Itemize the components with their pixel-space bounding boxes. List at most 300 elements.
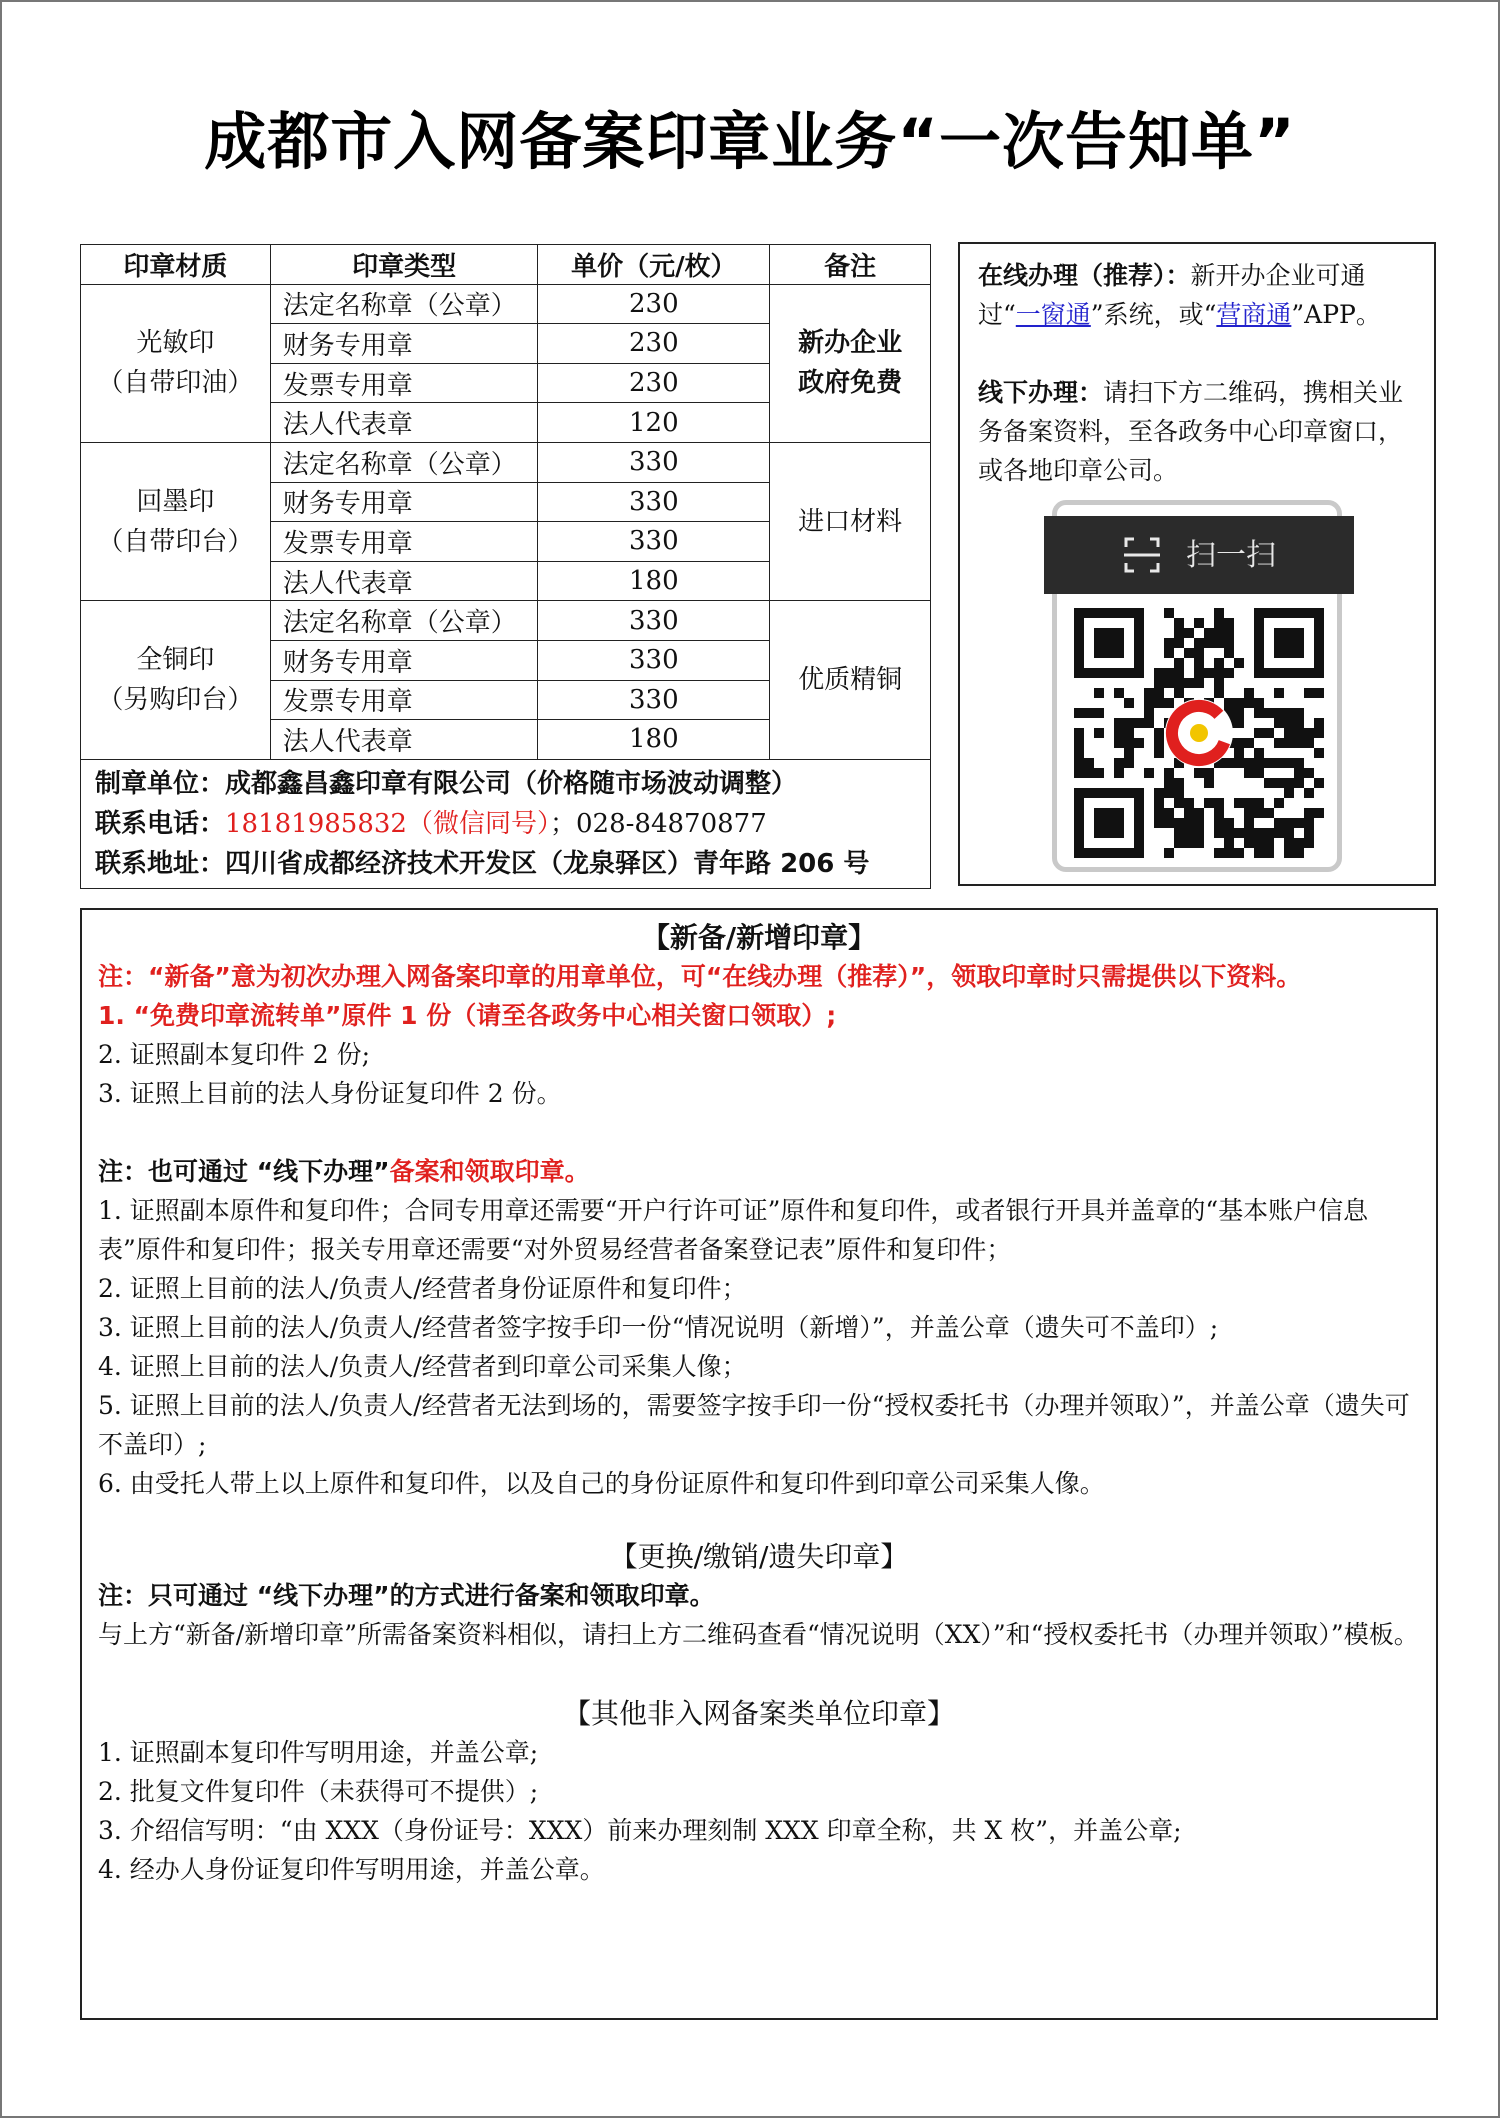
qr-module: [1094, 688, 1104, 698]
qr-module: [1304, 688, 1314, 698]
list-item: 1. 证照副本原件和复印件；合同专用章还需要“开户行许可证”原件和复印件，或者银行开具并盖章的“基本账户信息表”原件和复印件；报关专用章还需要“对外贸易经营者备案登记表”原件和复印件；: [98, 1196, 1369, 1264]
qr-module: [1184, 798, 1194, 808]
header-note: 备注: [770, 245, 931, 285]
scan-label: 扫一扫: [1186, 537, 1276, 573]
qr-module: [1204, 798, 1214, 808]
qr-module: [1294, 838, 1304, 848]
type-cell: 法定名称章（公章）: [270, 601, 538, 641]
list-item: 2. 证照上目前的法人/负责人/经营者身份证原件和复印件；: [98, 1274, 747, 1303]
qr-module: [1224, 838, 1234, 848]
qr-module: [1254, 758, 1264, 768]
qr-module: [1164, 788, 1174, 798]
qr-module: [1154, 748, 1164, 758]
note-line: 政府免费: [798, 368, 903, 399]
qr-module: [1164, 678, 1174, 688]
qr-module: [1304, 838, 1314, 848]
qr-module: [1274, 718, 1284, 728]
offline-text: 请扫下方二维码，携相关业务备案资料，至各政务中心印章窗口，或各地印章公司。: [978, 378, 1404, 485]
qr-module: [1194, 768, 1204, 778]
qr-module: [1114, 758, 1124, 768]
qr-module: [1314, 778, 1324, 788]
qr-module: [1214, 808, 1224, 818]
qr-module: [1224, 698, 1234, 708]
qr-module: [1244, 738, 1254, 748]
qr-module: [1244, 768, 1254, 778]
qr-module: [1094, 768, 1104, 778]
qr-module: [1124, 748, 1134, 758]
qr-module: [1154, 728, 1164, 738]
address-line: [95, 844, 916, 884]
qr-module: [1254, 838, 1264, 848]
price-cell: 330: [538, 640, 770, 680]
qr-module: [1194, 618, 1204, 628]
replace-text: 与上方“新备/新增印章”所需备案资料相似，请扫上方二维码查看“情况说明（XX）”和“授权委托书（办理并领取）”模板。: [98, 1620, 1419, 1649]
section-heading-new: 【新备/新增印章】: [641, 921, 877, 954]
list-item: 3. 介绍信写明：“由 XXX（身份证号：XXX）前来办理刻制 XXX 印章全称，共 X 枚”，并盖公章;: [98, 1816, 1182, 1845]
qr-module: [1224, 758, 1234, 768]
qr-module: [1074, 758, 1084, 768]
qr-module: [1234, 698, 1244, 708]
qr-logo-center: [1190, 724, 1208, 742]
qr-module: [1214, 638, 1224, 648]
qr-module: [1084, 758, 1094, 768]
qr-module: [1244, 808, 1254, 818]
qr-module: [1164, 608, 1174, 618]
qr-module: [1094, 708, 1104, 718]
qr-module: [1224, 668, 1234, 678]
type-cell: 发票专用章: [270, 363, 538, 403]
type-cell: 法人代表章: [270, 403, 538, 443]
qr-module: [1174, 818, 1184, 828]
price-cell: 180: [538, 720, 770, 760]
qr-module: [1274, 818, 1284, 828]
type-cell: 财务专用章: [270, 324, 538, 364]
qr-module: [1204, 638, 1214, 648]
qr-module: [1154, 738, 1164, 748]
qr-module: [1174, 688, 1184, 698]
qr-module: [1304, 808, 1314, 818]
qr-module: [1084, 708, 1094, 718]
qr-module: [1184, 648, 1194, 658]
qr-module: [1124, 728, 1134, 738]
scan-bar: [1044, 516, 1354, 594]
table-row: [81, 601, 931, 641]
qr-module: [1114, 688, 1124, 698]
qr-module: [1184, 828, 1194, 838]
type-cell: 发票专用章: [270, 522, 538, 562]
qr-module: [1164, 668, 1174, 678]
qr-module: [1234, 748, 1244, 758]
type-cell: 发票专用章: [270, 680, 538, 720]
qr-module: [1294, 728, 1304, 738]
yingshangtong-link[interactable]: 营商通: [1216, 300, 1292, 329]
qr-module: [1224, 618, 1234, 628]
material-sub: （自带印油）: [97, 368, 254, 399]
phone-label: 联系电话：: [95, 808, 226, 839]
qr-module: [1294, 708, 1304, 718]
qr-module: [1284, 828, 1294, 838]
qr-module: [1184, 818, 1194, 828]
qr-module: [1184, 678, 1194, 688]
qr-module: [1284, 778, 1294, 788]
qr-module: [1164, 698, 1174, 708]
list-item: 6. 由受托人带上以上原件和复印件，以及自己的身份证原件和复印件到印章公司采集人像。: [98, 1469, 1105, 1498]
contact-info-row: [81, 759, 931, 888]
qr-module: [1154, 698, 1164, 708]
type-cell: 财务专用章: [270, 482, 538, 522]
material-name: 光敏印: [136, 328, 215, 359]
qr-module: [1304, 788, 1314, 798]
qr-module: [1174, 658, 1184, 668]
qr-module: [1194, 658, 1204, 668]
material-sub: （自带印台）: [97, 526, 254, 557]
price-cell: 330: [538, 442, 770, 482]
qr-module: [1174, 798, 1184, 808]
table-header-row: [81, 245, 931, 285]
requirements-box: [80, 908, 1438, 2020]
qr-module: [1304, 728, 1314, 738]
qr-module: [1204, 668, 1214, 678]
list-item: 3. 证照上目前的法人/负责人/经营者签字按手印一份“情况说明（新增）”，并盖公章（遗失可不盖印）;: [98, 1313, 1219, 1342]
qr-module: [1284, 738, 1294, 748]
qr-module: [1154, 798, 1164, 808]
maker-label: 制章单位：: [95, 768, 226, 799]
qr-module: [1264, 828, 1274, 838]
type-cell: 法定名称章（公章）: [270, 284, 538, 324]
type-cell: 法定名称章（公章）: [270, 442, 538, 482]
material-name: 全铜印: [136, 645, 215, 676]
qr-module: [1234, 658, 1244, 668]
qr-module: [1294, 768, 1304, 778]
qr-module: [1114, 768, 1124, 778]
qr-finder: [1094, 808, 1124, 838]
qr-module: [1294, 758, 1304, 768]
qr-module: [1154, 678, 1164, 688]
qr-module: [1284, 818, 1294, 828]
qr-module: [1214, 828, 1224, 838]
maker-value: 成都鑫昌鑫印章有限公司（价格随市场波动调整）: [225, 768, 798, 799]
qr-module: [1164, 808, 1174, 818]
qr-module: [1114, 718, 1124, 728]
qr-module: [1074, 728, 1084, 738]
price-cell: 330: [538, 482, 770, 522]
list-item: 4. 证照上目前的法人/负责人/经营者到印章公司采集人像；: [98, 1352, 747, 1381]
qr-module: [1224, 818, 1234, 828]
qr-finder: [1094, 628, 1124, 658]
qr-module: [1254, 808, 1264, 818]
section-heading-replace: 【更换/缴销/遗失印章】: [609, 1540, 909, 1573]
type-cell: 法人代表章: [270, 561, 538, 601]
list-item: 1. “免费印章流转单”原件 1 份（请至各政务中心相关窗口领取）;: [98, 1001, 837, 1030]
qr-module: [1234, 798, 1244, 808]
qr-module: [1274, 798, 1284, 808]
list-item: 1. 证照副本复印件写明用途，并盖公章;: [98, 1738, 539, 1767]
qr-module: [1124, 738, 1134, 748]
qr-module: [1264, 848, 1274, 858]
qr-module: [1074, 748, 1084, 758]
qr-module: [1314, 718, 1324, 728]
note-cell: 进口材料: [770, 442, 931, 600]
replace-note: 注：只可通过 “线下办理”的方式进行备案和领取印章。: [98, 1581, 715, 1610]
qr-module: [1244, 838, 1254, 848]
qr-module: [1154, 818, 1164, 828]
qr-code[interactable]: [1074, 608, 1324, 858]
qr-module: [1294, 818, 1304, 828]
qr-module: [1124, 698, 1134, 708]
qr-module: [1194, 838, 1204, 848]
qr-module: [1174, 628, 1184, 638]
qr-module: [1174, 788, 1184, 798]
qr-module: [1184, 838, 1194, 848]
header-type: 印章类型: [270, 245, 538, 285]
scan-icon: [1122, 535, 1162, 575]
qr-module: [1164, 778, 1174, 788]
qr-module: [1244, 818, 1254, 828]
qr-module: [1264, 838, 1274, 848]
qr-module: [1224, 848, 1234, 858]
qr-module: [1284, 788, 1294, 798]
table-row: [81, 442, 931, 482]
qr-module: [1204, 768, 1214, 778]
material-cell: [81, 601, 271, 759]
qr-module: [1164, 848, 1174, 858]
price-cell: 230: [538, 284, 770, 324]
qr-module: [1214, 618, 1224, 628]
material-cell: [81, 442, 271, 600]
qr-module: [1234, 708, 1244, 718]
qr-module: [1254, 728, 1264, 738]
qr-module: [1254, 848, 1264, 858]
price-cell: 330: [538, 522, 770, 562]
offline-paragraph: [978, 373, 1416, 490]
address-value: 四川省成都经济技术开发区（龙泉驿区）青年路 206 号: [225, 848, 870, 879]
qr-module: [1214, 818, 1224, 828]
qr-module: [1154, 788, 1164, 798]
qr-module: [1274, 778, 1284, 788]
qr-module: [1224, 828, 1234, 838]
qr-module: [1274, 688, 1284, 698]
offline-label: 线下办理：: [978, 378, 1104, 407]
online-text: ”APP。: [1291, 300, 1381, 329]
online-label: 在线办理（推荐）：: [978, 261, 1191, 290]
table-row: [81, 284, 931, 324]
qr-module: [1284, 708, 1294, 718]
qr-module: [1074, 768, 1084, 778]
qr-module: [1264, 708, 1274, 718]
qr-module: [1244, 698, 1254, 708]
qr-module: [1194, 648, 1204, 658]
list-item: 5. 证照上目前的法人/负责人/经营者无法到场的，需要签字按手印一份“授权委托书（办理并领取）”，并盖公章（遗失可不盖印）;: [98, 1391, 1410, 1459]
qr-module: [1214, 658, 1224, 668]
qr-module: [1294, 738, 1304, 748]
qr-module: [1264, 808, 1274, 818]
price-cell: 230: [538, 324, 770, 364]
qr-module: [1274, 708, 1284, 718]
qr-module: [1304, 828, 1314, 838]
qr-module: [1084, 768, 1094, 778]
offline-note-red: 备案和领取印章。: [389, 1157, 590, 1186]
qr-module: [1264, 728, 1274, 738]
list-item: 4. 经办人身份证复印件写明用途，并盖公章。: [98, 1855, 605, 1884]
address-label: 联系地址：: [95, 848, 226, 879]
qr-module: [1214, 848, 1224, 858]
qr-module: [1274, 758, 1284, 768]
new-note: 注：“新备”意为初次办理入网备案印章的用章单位，可“在线办理（推荐）”，领取印章时只需提供以下资料。: [98, 962, 1302, 991]
qr-module: [1294, 778, 1304, 788]
list-item: 2. 批复文件复印件（未获得可不提供）;: [98, 1777, 539, 1806]
qr-module: [1254, 708, 1264, 718]
qr-module: [1144, 718, 1154, 728]
price-cell: 230: [538, 363, 770, 403]
price-cell: 330: [538, 680, 770, 720]
list-item: 2. 证照副本复印件 2 份;: [98, 1040, 371, 1069]
qr-module: [1154, 688, 1164, 698]
qr-module: [1154, 808, 1164, 818]
qr-module: [1254, 748, 1264, 758]
material-cell: [81, 284, 271, 442]
qr-module: [1154, 668, 1164, 678]
qr-module: [1094, 728, 1104, 738]
qr-module: [1214, 628, 1224, 638]
qr-module: [1194, 808, 1204, 818]
qr-module: [1284, 838, 1294, 848]
qr-module: [1254, 768, 1264, 778]
qr-module: [1214, 668, 1224, 678]
list-item: 3. 证照上目前的法人身份证复印件 2 份。: [98, 1079, 562, 1108]
qr-module: [1214, 608, 1224, 618]
qr-module: [1214, 688, 1224, 698]
qr-module: [1174, 668, 1184, 678]
qr-module: [1304, 768, 1314, 778]
qr-module: [1164, 768, 1174, 778]
price-cell: 180: [538, 561, 770, 601]
header-price: 单价（元/枚）: [538, 245, 770, 285]
qr-module: [1314, 728, 1324, 738]
qr-module: [1284, 718, 1294, 728]
note-cell: [770, 284, 931, 442]
qr-module: [1234, 758, 1244, 768]
qr-module: [1164, 638, 1174, 648]
price-cell: 330: [538, 601, 770, 641]
qr-module: [1254, 798, 1264, 808]
qr-module: [1124, 758, 1134, 768]
qr-module: [1314, 808, 1324, 818]
type-cell: 法人代表章: [270, 720, 538, 760]
qr-module: [1294, 718, 1304, 728]
qr-finder: [1274, 628, 1304, 658]
offline-note: [98, 1152, 1420, 1191]
qr-module: [1194, 638, 1204, 648]
qr-module: [1234, 738, 1244, 748]
qr-module: [1214, 678, 1224, 688]
maker-line: [95, 764, 916, 804]
contact-info-cell: [81, 759, 931, 888]
qr-module: [1174, 678, 1184, 688]
qr-module: [1134, 718, 1144, 728]
qr-module: [1274, 828, 1284, 838]
qr-module: [1284, 848, 1294, 858]
qr-module: [1184, 808, 1194, 818]
qr-module: [1134, 738, 1144, 748]
qr-module: [1244, 688, 1254, 698]
qr-module: [1234, 828, 1244, 838]
header-material: 印章材质: [81, 245, 271, 285]
qr-module: [1194, 678, 1204, 688]
phone-mobile[interactable]: 18181985832（微信同号）: [225, 808, 550, 839]
qr-module: [1194, 668, 1204, 678]
phone-landline[interactable]: ；028-84870877: [549, 808, 767, 839]
online-paragraph: [978, 256, 1416, 334]
qr-module: [1244, 758, 1254, 768]
qr-module: [1284, 758, 1294, 768]
qr-module: [1234, 718, 1244, 728]
qr-module: [1144, 708, 1154, 718]
price-table: [80, 244, 931, 889]
qr-module: [1314, 748, 1324, 758]
qr-module: [1184, 628, 1194, 638]
qr-module: [1074, 708, 1084, 718]
qr-module: [1144, 768, 1154, 778]
qr-module: [1164, 818, 1174, 828]
note-line: 新办企业: [798, 328, 903, 359]
qr-module: [1294, 848, 1304, 858]
qr-module: [1174, 838, 1184, 848]
qr-module: [1234, 848, 1244, 858]
qr-module: [1204, 628, 1214, 638]
material-sub: （另购印台）: [97, 685, 254, 716]
qr-module: [1244, 828, 1254, 838]
qr-module: [1214, 798, 1224, 808]
note-cell: 优质精铜: [770, 601, 931, 759]
qr-module: [1074, 738, 1084, 748]
section-heading-other: 【其他非入网备案类单位印章】: [562, 1697, 955, 1730]
online-text: 新开办企业可通过“: [978, 261, 1366, 329]
qr-module: [1224, 638, 1234, 648]
handling-info-box: [958, 242, 1436, 886]
material-name: 回墨印: [136, 486, 215, 517]
online-text: ”系统，或“: [1090, 300, 1217, 329]
qr-module: [1194, 818, 1204, 828]
qr-module: [1174, 778, 1184, 788]
qr-module: [1304, 738, 1314, 748]
qr-module: [1124, 718, 1134, 728]
qr-module: [1314, 688, 1324, 698]
yichuangtong-link[interactable]: 一窗通: [1015, 300, 1091, 329]
qr-module: [1274, 738, 1284, 748]
phone-line: [95, 804, 916, 844]
price-cell: 120: [538, 403, 770, 443]
qr-module: [1144, 688, 1154, 698]
page-title: 成都市入网备案印章业务“一次告知单”: [204, 105, 1296, 178]
qr-module: [1254, 828, 1264, 838]
qr-module: [1244, 798, 1254, 808]
qr-module: [1264, 758, 1274, 768]
qr-module: [1254, 698, 1264, 708]
qr-module: [1174, 828, 1184, 838]
type-cell: 财务专用章: [270, 640, 538, 680]
qr-module: [1224, 648, 1234, 658]
qr-module: [1114, 738, 1124, 748]
qr-module: [1204, 778, 1214, 788]
qr-module: [1264, 778, 1274, 788]
qr-module: [1144, 698, 1154, 708]
qr-module: [1164, 648, 1174, 658]
qr-module: [1284, 728, 1294, 738]
qr-module: [1114, 728, 1124, 738]
offline-note-text: 注：也可通过 “线下办理”: [98, 1157, 390, 1186]
qr-module: [1174, 618, 1184, 628]
qr-module: [1194, 828, 1204, 838]
